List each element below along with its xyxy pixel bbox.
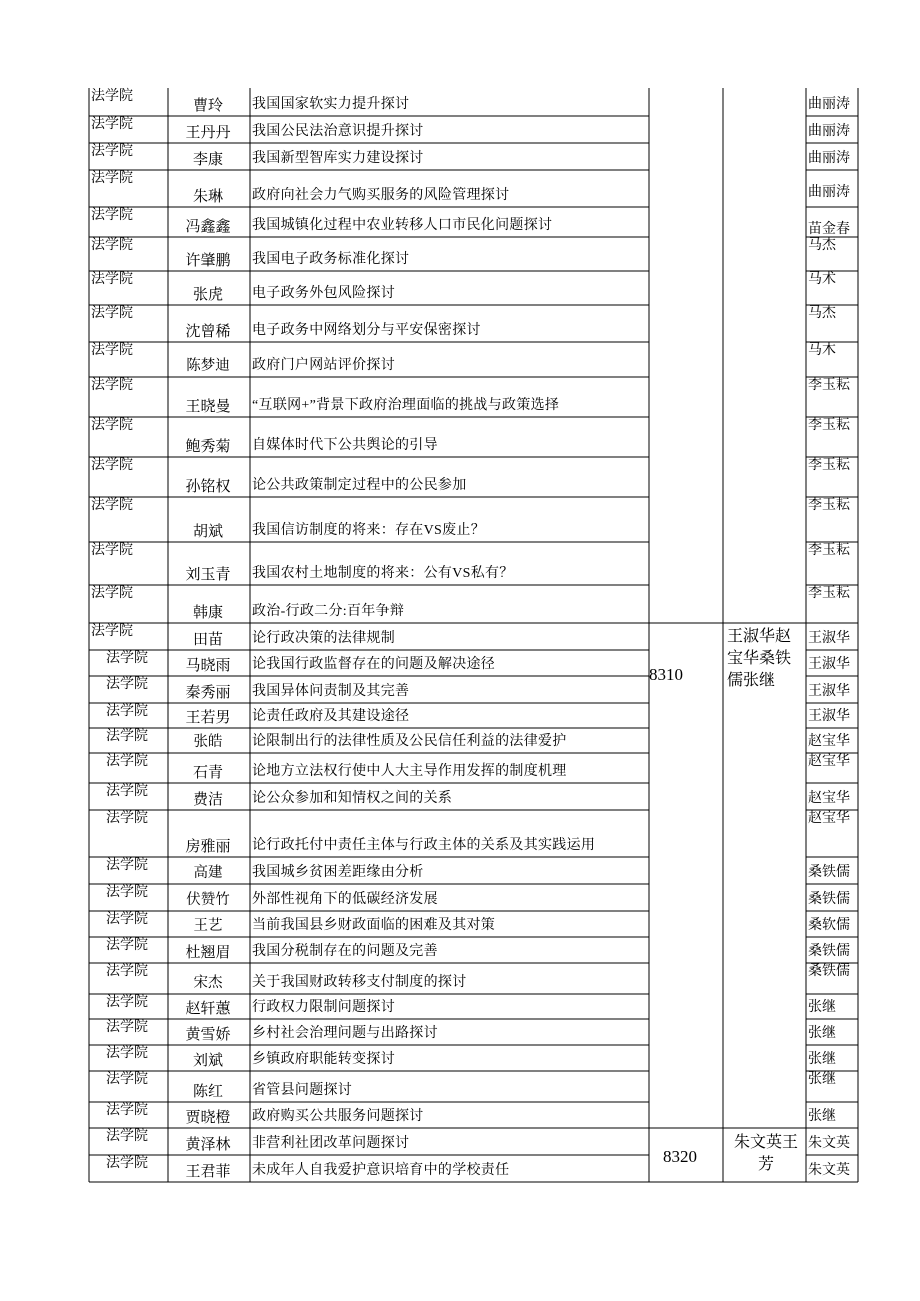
student-name-cell: 王若男 [185,708,231,726]
thesis-topic-cell: 我国国家软实力提升探讨 [252,97,410,112]
student-name-cell: 朱琳 [192,187,223,205]
group-8310-members: 王淑华赵宝华桑铁儒张继 [727,626,792,689]
college-cell: 法学院 [106,784,148,799]
student-name-cell: 陈红 [192,1082,223,1100]
advisor-cell: 马杰 [808,238,836,253]
advisor-cell: 李玉耘 [808,498,850,513]
college-cell: 法学院 [91,498,133,513]
college-cell: 法学院 [106,1103,148,1118]
student-name-cell: 秦秀丽 [185,683,231,701]
college-cell: 法学院 [91,272,133,287]
advisor-cell: 赵宝华 [808,754,850,769]
advisor-cell: 桑铁儒 [808,865,850,880]
thesis-topic-cell: 论公众参加和知情权之间的关系 [252,791,453,806]
student-name-cell: 高建 [193,865,223,881]
student-name-cell: 黄泽林 [185,1135,231,1153]
college-cell: 法学院 [106,912,148,927]
advisor-cell: 朱文英 [808,1163,850,1178]
college-cell: 法学院 [91,89,133,104]
student-name-cell: 伏赞竹 [186,892,230,908]
thesis-topic-cell: 我国城镇化过程中农业转移人口市民化问题探讨 [252,218,553,233]
student-name-cell: 杜翘眉 [185,943,231,961]
thesis-topic-cell: 我国异体问责制及其完善 [252,684,410,699]
advisor-cell: 王淑华 [808,657,850,672]
thesis-topic-cell: 我国信访制度的将来：存在VS废止？ [252,523,485,538]
thesis-topic-cell: 论公共政策制定过程中的公民参加 [252,478,467,493]
thesis-topic-cell: 论责任政府及其建设途径 [252,709,410,724]
student-name-cell: 陈梦迪 [186,358,230,374]
college-cell: 法学院 [106,1156,148,1171]
student-name-cell: 曹玲 [192,96,223,114]
thesis-topic-cell: 省管县问题探讨 [252,1083,353,1098]
thesis-topic-cell: 外部性视角下的低碳经济发展 [252,892,438,907]
advisor-cell: 李玉耘 [808,543,850,558]
thesis-topic-cell: 我国新型智库实力建设探讨 [252,151,424,166]
thesis-topic-cell: 我国农村土地制度的将来：公有VS私有？ [252,566,514,581]
student-name-cell: 沈曾稀 [185,322,231,340]
thesis-topic-cell: 乡镇政府职能转变探讨 [252,1052,395,1067]
student-name-cell: 张虎 [192,285,223,303]
advisor-cell: 张继 [808,1000,836,1015]
college-cell: 法学院 [91,418,133,433]
student-name-cell: 王艺 [193,918,223,934]
group-8320-room: 8320 [663,1147,697,1166]
advisor-cell: 王淑华 [808,684,850,699]
thesis-topic-cell: 未成年人自我爱护意识培育中的学校责任 [252,1163,510,1178]
thesis-topic-cell: 行政权力限制问题探讨 [252,1000,395,1015]
advisor-cell: 王淑华 [808,709,850,724]
college-cell: 法学院 [91,624,133,639]
group-8320-members: 朱文英王芳 [733,1132,798,1173]
thesis-topic-cell: 我国电子政务标准化探讨 [252,252,410,267]
advisor-cell: 王淑华 [808,631,850,646]
student-name-cell: 李康 [192,150,223,168]
advisor-cell: 曲丽涛 [808,124,850,139]
thesis-topic-cell: “互联网+”背景下政府治理面临的挑战与政策选择 [252,398,560,413]
college-cell: 法学院 [106,995,148,1010]
student-name-cell: 宋杰 [193,975,223,991]
student-name-cell: 许肇鹏 [185,251,231,269]
thesis-topic-cell: 政府购买公共服务问题探讨 [252,1109,424,1124]
college-cell: 法学院 [91,171,133,186]
college-cell: 法学院 [106,1046,148,1061]
advisor-cell: 桑软儒 [808,918,850,933]
college-cell: 法学院 [106,858,148,873]
student-name-cell: 王君菲 [185,1162,231,1180]
college-cell: 法学院 [106,754,148,769]
student-name-cell: 王丹丹 [185,123,231,141]
thesis-topic-cell: 非营利社团改革问题探讨 [252,1136,410,1151]
advisor-cell: 曲丽涛 [808,151,850,166]
student-name-cell: 贾晓橙 [185,1108,231,1126]
student-name-cell: 房雅丽 [185,837,231,855]
thesis-topic-cell: 关于我国财政转移支付制度的探讨 [252,975,467,990]
advisor-cell: 桑铁儒 [808,892,850,907]
thesis-topic-cell: 电子政务外包风险探讨 [252,286,395,301]
advisor-cell: 张继 [808,1052,836,1067]
student-name-cell: 刘斌 [192,1051,223,1069]
thesis-topic-cell: 论我国行政监督存在的问题及解决途径 [252,657,496,672]
thesis-topic-cell: 当前我国县乡财政面临的困难及其对策 [252,918,496,933]
college-cell: 法学院 [106,938,148,953]
college-cell: 法学院 [106,1072,148,1087]
student-name-cell: 冯鑫鑫 [185,217,231,235]
student-name-cell: 田苗 [192,630,223,648]
college-cell: 法学院 [91,208,133,223]
advisor-cell: 张继 [808,1109,836,1124]
advisor-cell: 曲丽涛 [808,185,850,200]
advisor-cell: 赵宝华 [808,734,850,749]
advisor-cell: 马木 [808,343,836,358]
student-name-cell: 马晓雨 [185,656,231,674]
student-name-cell: 石青 [192,763,223,781]
group-8310-room: 8310 [649,665,683,684]
student-name-cell: 张皓 [193,734,223,750]
advisor-cell: 李玉耘 [808,418,850,433]
college-cell: 法学院 [91,378,133,393]
advisor-cell: 张继 [808,1072,836,1087]
student-name-cell: 费洁 [192,790,223,808]
advisor-cell: 朱文英 [808,1136,850,1151]
college-cell: 法学院 [106,651,148,666]
college-cell: 法学院 [91,238,133,253]
thesis-topic-cell: 论行政决策的法律规制 [252,631,395,646]
college-cell: 法学院 [106,1129,148,1144]
college-cell: 法学院 [106,811,148,826]
thesis-topic-cell: 自媒体时代下公共舆论的引导 [252,438,438,453]
advisor-cell: 桑铁儒 [808,944,850,959]
student-name-cell: 黄雪娇 [185,1025,231,1043]
college-cell: 法学院 [91,144,133,159]
advisor-cell: 李玉耘 [808,458,850,473]
college-cell: 法学院 [106,964,148,979]
college-cell: 法学院 [91,543,133,558]
student-name-cell: 孙铭权 [185,477,231,495]
college-cell: 法学院 [106,677,148,692]
thesis-topic-cell: 论限制出行的法律性质及公民信任利益的法律爱护 [252,734,567,749]
student-name-cell: 刘玉青 [185,565,231,583]
college-cell: 法学院 [91,306,133,321]
advisor-cell: 李玉耘 [808,378,850,393]
advisor-cell: 曲丽涛 [808,97,850,112]
thesis-topic-cell: 我国城乡贫困差距缘由分析 [252,865,424,880]
thesis-topic-cell: 论地方立法权行使中人大主导作用发挥的制度机理 [252,764,567,779]
college-cell: 法学院 [106,704,148,719]
student-name-cell: 韩康 [192,603,223,621]
student-name-cell: 鲍秀菊 [185,437,231,455]
college-cell: 法学院 [91,117,133,132]
college-cell: 法学院 [91,458,133,473]
college-cell: 法学院 [106,729,148,744]
student-name-cell: 赵轩蕙 [185,999,231,1017]
thesis-topic-cell: 政府门户网站评价探讨 [252,358,395,373]
college-cell: 法学院 [91,343,133,358]
thesis-topic-cell: 乡村社会治理问题与出路探讨 [252,1026,438,1041]
college-cell: 法学院 [106,885,148,900]
advisor-cell: 桑铁儒 [808,964,850,979]
advisor-cell: 苗金春 [808,222,850,237]
college-cell: 法学院 [106,1020,148,1035]
thesis-topic-cell: 政治-行政二分:百年争辩 [252,604,405,619]
thesis-topic-cell: 电子政务中网络划分与平安保密探讨 [252,323,481,338]
thesis-topic-cell: 我国分税制存在的问题及完善 [252,944,438,959]
college-cell: 法学院 [91,586,133,601]
advisor-cell: 张继 [808,1026,836,1041]
advisor-cell: 李玉耘 [808,586,850,601]
advisor-cell: 马杰 [808,306,836,321]
thesis-topic-cell: 我国公民法治意识提升探讨 [252,124,424,139]
thesis-topic-cell: 论行政托付中责任主体与行政主体的关系及其实践运用 [252,838,596,853]
student-name-cell: 胡斌 [192,522,223,540]
advisor-cell: 赵宝华 [808,811,850,826]
thesis-topic-cell: 政府向社会力气购买服务的风险管理探讨 [252,188,510,203]
student-name-cell: 王晓曼 [185,397,231,415]
advisor-cell: 马术 [808,272,836,287]
advisor-cell: 赵宝华 [808,791,850,806]
